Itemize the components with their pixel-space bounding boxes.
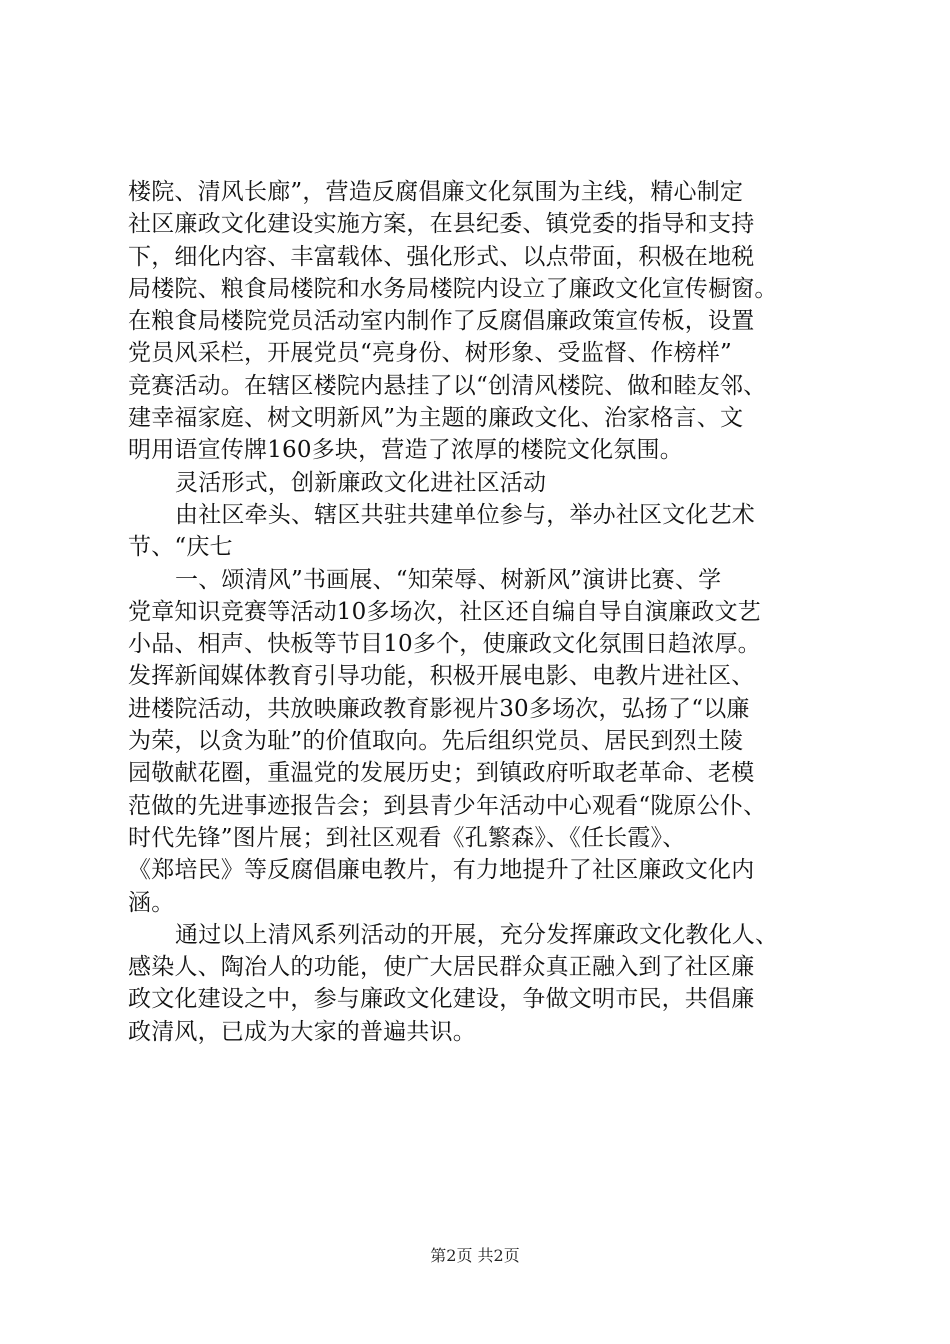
text-line: 下，细化内容、丰富载体、强化形式、以点带面，积极在地税 bbox=[128, 243, 755, 270]
text-line: 由社区牵头、辖区共驻共建单位参与，举办社区文化艺术 bbox=[175, 501, 755, 528]
text-line: 小品、相声、快板等节目10多个，使廉政文化氛围日趋浓厚。 bbox=[128, 631, 761, 658]
text-line: 园敬献花圈，重温党的发展历史；到镇政府听取老革命、老模 bbox=[128, 760, 755, 787]
text-line: 涵。 bbox=[128, 889, 175, 916]
text-line: 一、颂清风”书画展、“知荣辱、树新风”演讲比赛、学 bbox=[175, 566, 722, 593]
text-line: 党员风采栏，开展党员“亮身份、树形象、受监督、作榜样” bbox=[128, 340, 732, 367]
section-heading: 灵活形式，创新廉政文化进社区活动 bbox=[175, 469, 547, 496]
text-line: 通过以上清风系列活动的开展，充分发挥廉政文化教化人、 bbox=[175, 921, 779, 948]
text-line: 感染人、陶冶人的功能，使广大居民群众真正融入到了社区廉 bbox=[128, 954, 755, 981]
text-line: 在粮食局楼院党员活动室内制作了反腐倡廉政策宣传板，设置 bbox=[128, 308, 755, 335]
text-line: 政清风，已成为大家的普遍共识。 bbox=[128, 1018, 476, 1045]
text-line: 为荣，以贪为耻”的价值取向。先后组织党员、居民到烈土陵 bbox=[128, 728, 744, 755]
text-line: 政文化建设之中，参与廉政文化建设，争做文明市民，共倡廉 bbox=[128, 986, 755, 1013]
text-line: 范做的先进事迹报告会；到县青少年活动中心观看“陇原公仆、 bbox=[128, 792, 767, 819]
text-line: 竞赛活动。在辖区楼院内悬挂了以“创清风楼院、做和睦友邻、 bbox=[128, 372, 767, 399]
page-footer bbox=[0, 1245, 950, 1267]
text-line: 局楼院、粮食局楼院和水务局楼院内设立了廉政文化宣传橱窗。 bbox=[128, 275, 778, 302]
text-line: 节、“庆七 bbox=[128, 534, 233, 561]
document-body bbox=[128, 176, 836, 1048]
text-line: 进楼院活动，共放映廉政教育影视片30多场次，弘扬了“以廉 bbox=[128, 695, 750, 722]
text-line: 党章知识竞赛等活动10多场次，社区还自编自导自演廉政文艺 bbox=[128, 598, 761, 625]
text-line: 社区廉政文化建设实施方案，在县纪委、镇党委的指导和支持 bbox=[128, 211, 755, 238]
text-line: 建幸福家庭、树文明新风”为主题的廉政文化、治家格言、文 bbox=[128, 405, 744, 432]
page-number-label: 第2页 共2页 bbox=[430, 1246, 520, 1265]
text-line: 《郑培民》等反腐倡廉电教片，有力地提升了社区廉政文化内 bbox=[128, 857, 755, 884]
text-line: 时代先锋”图片展；到社区观看《孔繁森》、《任长霞》、 bbox=[128, 824, 686, 851]
text-line: 发挥新闻媒体教育引导功能，积极开展电影、电教片进社区、 bbox=[128, 663, 755, 690]
text-line: 明用语宣传牌160多块，营造了浓厚的楼院文化氛围。 bbox=[128, 437, 683, 464]
text-line: 楼院、清风长廊”，营造反腐倡廉文化氛围为主线，精心制定 bbox=[128, 179, 744, 205]
